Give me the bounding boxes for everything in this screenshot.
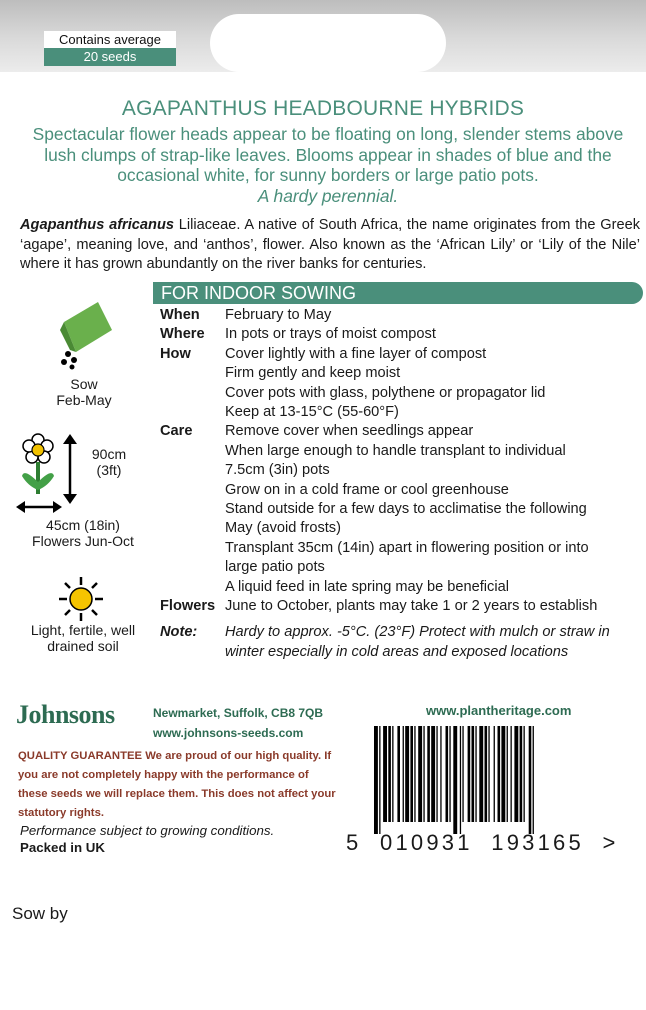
instruction-value: 7.5cm (3in) pots [225,462,330,479]
barcode-bar [507,726,508,822]
barcode-bar [388,726,391,822]
instruction-value: Stand outside for a few days to acclimatise the following [225,501,587,518]
instruction-label [160,519,225,538]
packet-window [210,14,446,72]
barcode-bar [468,726,471,822]
barcode-bar [514,726,518,822]
instruction-row [160,481,644,500]
product-title: AGAPANTHUS HEADBOURNE HYBRIDS [121,97,525,120]
instruction-value: Transplant 35cm (14in) apart in flowering position or into [225,539,589,556]
instruction-value: June to October, plants may take 1 or 2 years to establish [225,598,598,615]
barcode-bar [405,726,409,822]
barcode-bar [475,726,476,822]
sow-caption [34,376,134,408]
instruction-label [160,558,225,577]
barcode-bar [520,726,523,822]
note-text: Hardy to approx. -5°C. (23°F) Protect with mulch or straw in winter especially in cold areas and exposed locations [225,624,610,660]
soil-caption: Light, fertile, well drained soil [30,622,136,654]
instruction-row [160,597,644,616]
instruction-row [160,442,644,461]
seed-packet-icon [46,300,116,370]
barcode-bar [414,726,415,822]
barcode-bar [529,726,532,834]
company-address [153,703,323,743]
height-arrow-icon [60,434,80,504]
instruction-label [160,364,225,383]
instruction-row [160,519,644,538]
height-imperial: (3ft) [96,462,122,478]
guarantee-lead: QUALITY GUARANTEE [18,750,143,762]
instruction-row [160,345,644,364]
barcode-bar [479,726,483,822]
barcode-bar [472,726,475,822]
instruction-value: Remove cover when seedlings appear [225,423,474,440]
barcode-bar [397,726,400,822]
description-text: Liliaceae. A native of South Africa, the name originates from the Greek ‘agape’, meaning love, and ‘anthos’, flower. Also known as the ‘African Lily’ or ‘Lily of the Nile’ where it has grown abundantly on the river banks for centuries. [20,217,640,272]
intro-text: Spectacular flower heads appear to be floating on long, slender stems above lush clumps of strap-like leaves. Blooms appear in shades of blue and the occasional white, for sunny borders or large patio pots. [32,124,624,185]
barcode-bar [498,726,501,822]
performance-note: Performance subject to growing conditions. [20,823,275,838]
instruction-label: Flowers [160,598,216,615]
instruction-row [160,539,644,558]
plant-heritage-url: www.plantheritage.com [426,703,572,718]
barcode-bar [446,726,449,822]
hardiness-note [160,623,644,662]
spread-text: 45cm (18in) [46,517,120,533]
instruction-row [160,364,644,383]
instruction-value: large patio pots [225,559,325,576]
species-name: Agapanthus africanus [20,217,174,233]
instruction-row [160,403,644,422]
sun-icon [58,576,104,622]
instruction-value: Keep at 13-15°C (55-60°F) [225,404,399,421]
barcode-bar [431,726,435,822]
barcode-bar [403,726,404,822]
barcode-bar [436,726,437,822]
instruction-label [160,403,225,422]
height-metric: 90cm [91,446,127,462]
barcode-bar [460,726,461,834]
barcode-bar [379,726,380,834]
height-caption [84,446,134,478]
sowing-heading: FOR INDOOR SOWING [153,282,643,304]
barcode-bar [511,726,512,822]
quality-guarantee [18,747,338,823]
address-text: Newmarket, Suffolk, CB8 7QB [153,706,324,720]
sowing-instructions [160,306,644,617]
packed-in: Packed in UK [20,840,105,855]
barcode-bar [501,726,505,822]
instruction-label: How [160,345,191,362]
instruction-value: May (avoid frosts) [225,520,341,537]
instruction-value: Firm gently and keep moist [225,365,401,382]
instruction-label [160,461,225,480]
barcode-bar [423,726,424,822]
barcode-bar [462,726,463,822]
instruction-value: Grow on in a cold frame or cool greenhouse [225,481,509,498]
instruction-value: In pots or trays of moist compost [225,326,436,343]
instruction-row [160,578,644,597]
intro-hardy: A hardy perennial. [257,185,399,206]
instruction-row [160,306,644,325]
guarantee-text: We are proud of our high quality. If you are not completely happy with the performance of these seeds we will replace them. This does not affect your statutory rights. [18,750,336,819]
product-description [20,216,640,275]
sow-by-label: Sow by [12,904,68,923]
instruction-label: When [160,307,200,323]
sow-caption-text: Sow Feb-May [56,376,112,408]
barcode-bar [392,726,393,822]
barcode-bar [440,726,441,822]
instruction-label: Care [160,423,193,440]
barcode-bar [418,726,422,822]
johnsons-logo [16,700,115,730]
barcode [370,726,632,834]
instruction-label [160,384,225,403]
seed-count-label: Contains average [44,31,176,48]
brand-name: Johnsons [16,700,115,729]
barcode-bar [488,726,489,822]
instruction-value: Cover lightly with a fine layer of compost [225,345,487,362]
instruction-row [160,500,644,519]
note-label: Note: [160,624,198,640]
instruction-value: When large enough to handle transplant to individual [225,442,566,459]
instruction-label [160,442,225,461]
barcode-bar [410,726,413,822]
instruction-label: Where [160,326,205,343]
seed-count-value: 20 seeds [44,48,176,66]
instruction-value: A liquid feed in late spring may be beneficial [225,578,509,595]
instruction-label [160,539,225,558]
spread-caption [16,517,150,549]
instruction-row [160,558,644,577]
flowering-period: Flowers Jun-Oct [32,533,134,549]
website-text: www.johnsons-seeds.com [153,726,304,740]
instruction-label [160,481,225,500]
barcode-bar [524,726,525,822]
seed-count-box [44,31,176,67]
instruction-row [160,422,644,441]
barcode-bar [383,726,387,822]
barcode-bar [453,726,457,834]
barcode-bar [449,726,450,822]
product-intro [18,124,638,206]
instruction-value: February to May [225,307,332,323]
instruction-value: Cover pots with glass, polythene or propagator lid [225,384,546,401]
barcode-number: 5 010931 193165 > [346,830,619,855]
instruction-label [160,500,225,519]
barcode-bar [485,726,488,822]
barcode-bar [533,726,534,834]
barcode-bar [374,726,378,834]
instruction-row [160,325,644,344]
instruction-row [160,384,644,403]
spread-arrow-icon [16,500,62,514]
barcode-bar [494,726,495,822]
barcode-bar [427,726,430,822]
instruction-label [160,578,225,597]
instruction-row [160,461,644,480]
